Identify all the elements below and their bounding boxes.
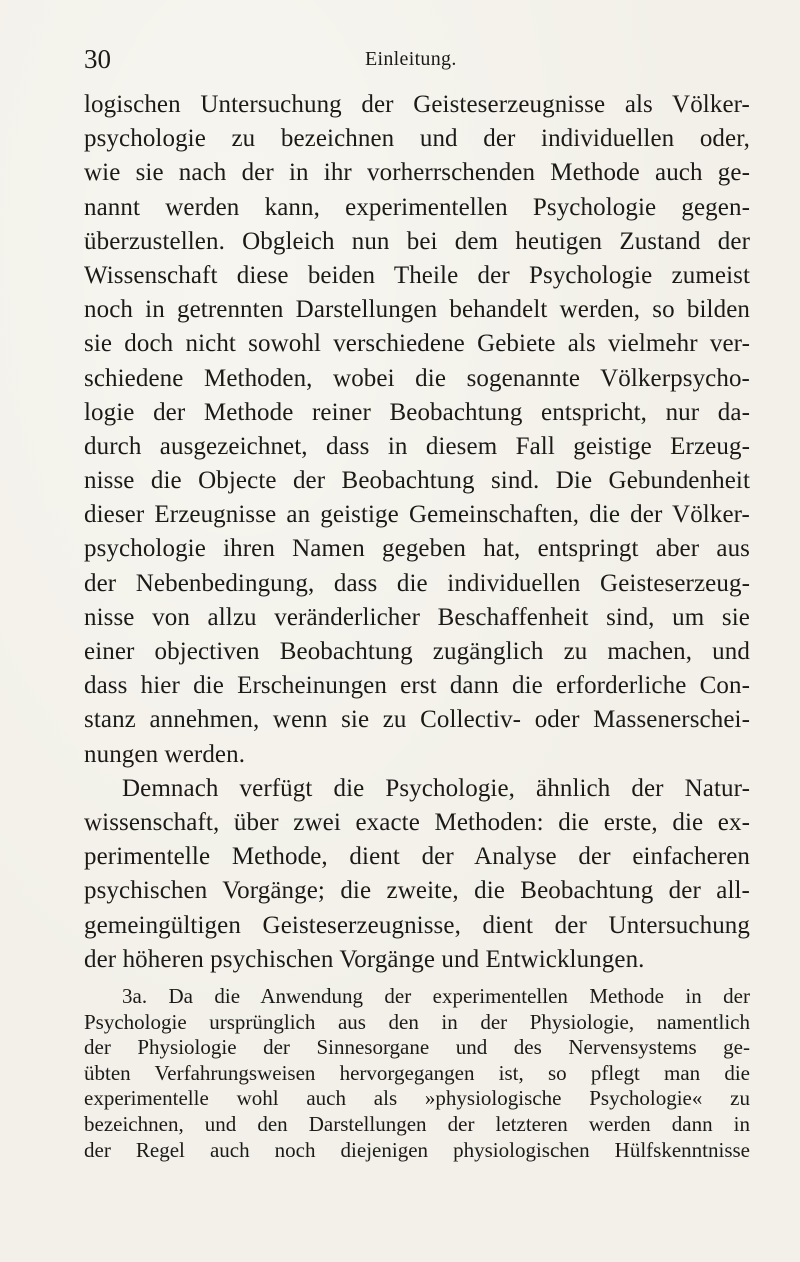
text-line: überzustellen. Obgleich nun bei dem heutigen Zustand der <box>84 227 750 255</box>
note-line: experimentelle wohl auch als »physiologische Psychologie« zu <box>84 1086 750 1111</box>
note-3a <box>84 984 750 1163</box>
text-line: schiedene Methoden, wobei die sogenannte Völkerpsycho- <box>84 364 750 392</box>
paragraph-2 <box>84 772 750 977</box>
page-header <box>84 42 750 76</box>
text-line: Demnach verfügt die Psychologie, ähnlich der Natur- <box>122 774 750 802</box>
note-line: bezeichnen, und den Darstellungen der letzteren werden dann in <box>84 1111 750 1136</box>
running-head: Einleitung. <box>365 48 457 70</box>
note-line: der Regel auch noch diejenigen physiologischen Hülfskenntnisse <box>84 1137 750 1162</box>
text-line: dass hier die Erscheinungen erst dann die erforderliche Con- <box>84 672 750 700</box>
main-text <box>84 88 750 977</box>
text-line: der Nebenbedingung, dass die individuellen Geisteserzeug- <box>84 569 750 597</box>
text-line: noch in getrennten Darstellungen behandelt werden, so bilden <box>84 296 750 324</box>
text-line: dieser Erzeugnisse an geistige Gemeinschaften, die der Völker- <box>84 501 750 529</box>
page-number: 30 <box>84 44 111 74</box>
text-line: wie sie nach der in ihr vorherrschenden Methode auch ge- <box>84 159 750 187</box>
text-line: logischen Untersuchung der Geisteserzeugnisse als Völker- <box>84 91 750 118</box>
text-line: wissenschaft, über zwei exacte Methoden: die erste, die ex- <box>84 808 750 836</box>
note-line: übten Verfahrungsweisen hervorgegangen ist, so pflegt man die <box>84 1060 750 1085</box>
text-line: gemeingültigen Geisteserzeugnisse, dient der Untersuchung <box>84 911 750 939</box>
text-line: sie doch nicht sowohl verschiedene Gebiete als vielmehr ver- <box>84 330 750 358</box>
text-line: einer objectiven Beobachtung zugänglich zu machen, und <box>84 638 750 665</box>
paragraph-1 <box>84 88 750 772</box>
text-line: psychologie zu bezeichnen und der individuellen oder, <box>84 125 750 153</box>
note-line: 3a. Da die Anwendung der experimentellen Methode in der <box>122 984 750 1008</box>
text-line: der höheren psychischen Vorgänge und Entwicklungen. <box>84 945 645 973</box>
text-line: nungen werden. <box>84 740 246 768</box>
text-line: nisse von allzu veränderlicher Beschaffenheit sind, um sie <box>84 603 750 631</box>
note-line: Psychologie ursprünglich aus den in der Physiologie, namentlich <box>84 1009 750 1034</box>
text-line: psychologie ihren Namen gegeben hat, entspringt aber aus <box>84 535 750 563</box>
text-line: nisse die Objecte der Beobachtung sind. Die Gebundenheit <box>84 467 750 495</box>
note-line: der Physiologie der Sinnesorgane und des Nervensystems ge- <box>84 1035 750 1060</box>
text-line: perimentelle Methode, dient der Analyse der einfacheren <box>84 843 750 871</box>
text-line: psychischen Vorgänge; die zweite, die Beobachtung der all- <box>84 877 750 905</box>
text-line: logie der Methode reiner Beobachtung entspricht, nur da- <box>84 398 750 426</box>
text-line: nannt werden kann, experimentellen Psychologie gegen- <box>84 193 750 221</box>
text-line: stanz annehmen, wenn sie zu Collectiv- oder Massenerschei- <box>84 706 750 734</box>
text-line: Wissenschaft diese beiden Theile der Psychologie zumeist <box>84 261 750 289</box>
text-line: durch ausgezeichnet, dass in diesem Fall geistige Erzeug- <box>84 432 750 460</box>
